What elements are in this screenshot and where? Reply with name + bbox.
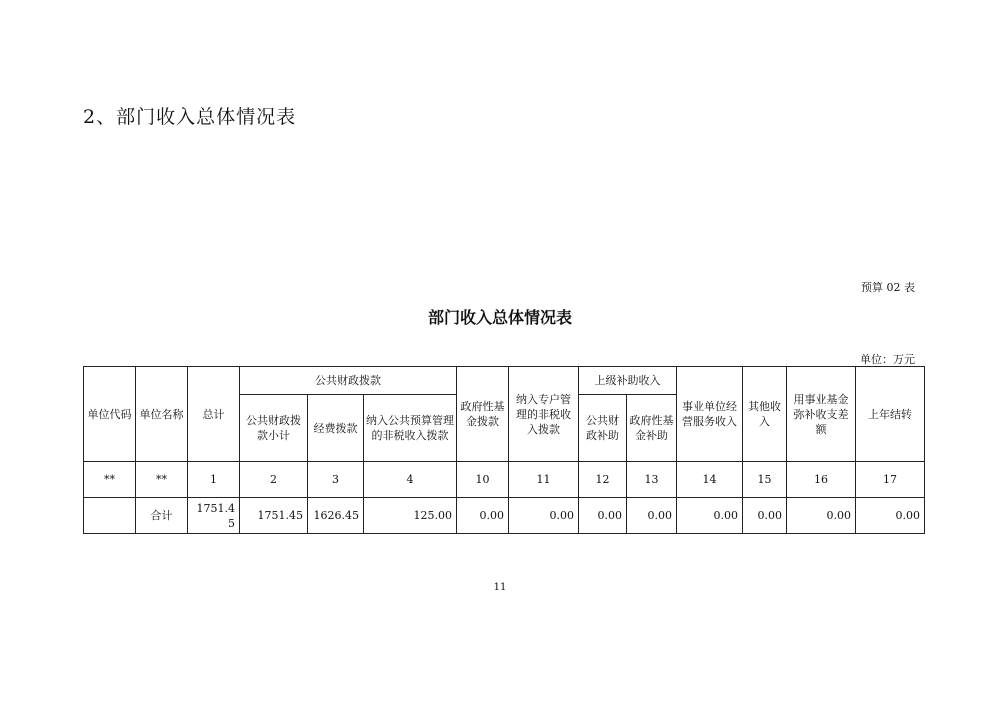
column-number-cell: 2 [240,462,308,498]
header-public-finance-group: 公共财政拨款 [240,367,457,395]
total-label: 合计 [136,498,188,534]
unit-note: 单位：万元 [860,353,915,366]
total-value-cell: 0.00 [856,498,925,534]
total-value-cell: 1751.45 [240,498,308,534]
total-value-cell: 0.00 [677,498,743,534]
column-number-cell: 1 [188,462,240,498]
total-value-cell: 0.00 [743,498,787,534]
column-number-cell: 11 [509,462,579,498]
column-number-row [84,462,925,498]
column-number-cell: 12 [579,462,627,498]
income-table [83,366,925,534]
column-number-cell: 15 [743,462,787,498]
header-unit-code: 单位代码 [84,367,136,462]
header-superior-gov-fund: 政府性基金补助 [627,395,677,462]
column-number-cell: 17 [856,462,925,498]
column-number-cell: ** [136,462,188,498]
total-value-cell: 0.00 [579,498,627,534]
header-carryover: 上年结转 [856,367,925,462]
column-number-cell: 10 [457,462,509,498]
total-value-cell: 1626.45 [308,498,364,534]
total-value-cell: 1751.45 [188,498,240,534]
total-unit-code-cell [84,498,136,534]
header-business-service-income: 事业单位经营服务收入 [677,367,743,462]
column-number-cell: 14 [677,462,743,498]
table-title: 部门收入总体情况表 [427,308,572,327]
section-heading: 2、部门收入总体情况表 [83,106,297,128]
page-number: 11 [493,582,507,593]
form-code: 预算 02 表 [861,281,915,294]
total-value-cell: 0.00 [787,498,856,534]
header-superior-subsidy-group: 上级补助收入 [579,367,677,395]
total-value-cell: 125.00 [364,498,457,534]
total-value-cell: 0.00 [457,498,509,534]
header-superior-public-finance: 公共财政补助 [579,395,627,462]
header-nontax-public-budget: 纳入公共预算管理的非税收入拨款 [364,395,457,462]
total-row [84,498,925,534]
header-unit-name: 单位名称 [136,367,188,462]
total-value-cell: 0.00 [509,498,579,534]
header-fund-offset: 用事业基金弥补收支差额 [787,367,856,462]
header-total: 总计 [188,367,240,462]
header-other-income: 其他收入 [743,367,787,462]
column-number-cell: 4 [364,462,457,498]
header-public-finance-subtotal: 公共财政拨款小计 [240,395,308,462]
column-number-cell: 13 [627,462,677,498]
total-value-cell: 0.00 [627,498,677,534]
column-number-cell: 3 [308,462,364,498]
header-nontax-special-account: 纳入专户管理的非税收入拨款 [509,367,579,462]
header-operating-allocation: 经费拨款 [308,395,364,462]
header-gov-fund-allocation: 政府性基金拨款 [457,367,509,462]
column-number-cell: 16 [787,462,856,498]
header-row [84,367,925,395]
column-number-cell: ** [84,462,136,498]
